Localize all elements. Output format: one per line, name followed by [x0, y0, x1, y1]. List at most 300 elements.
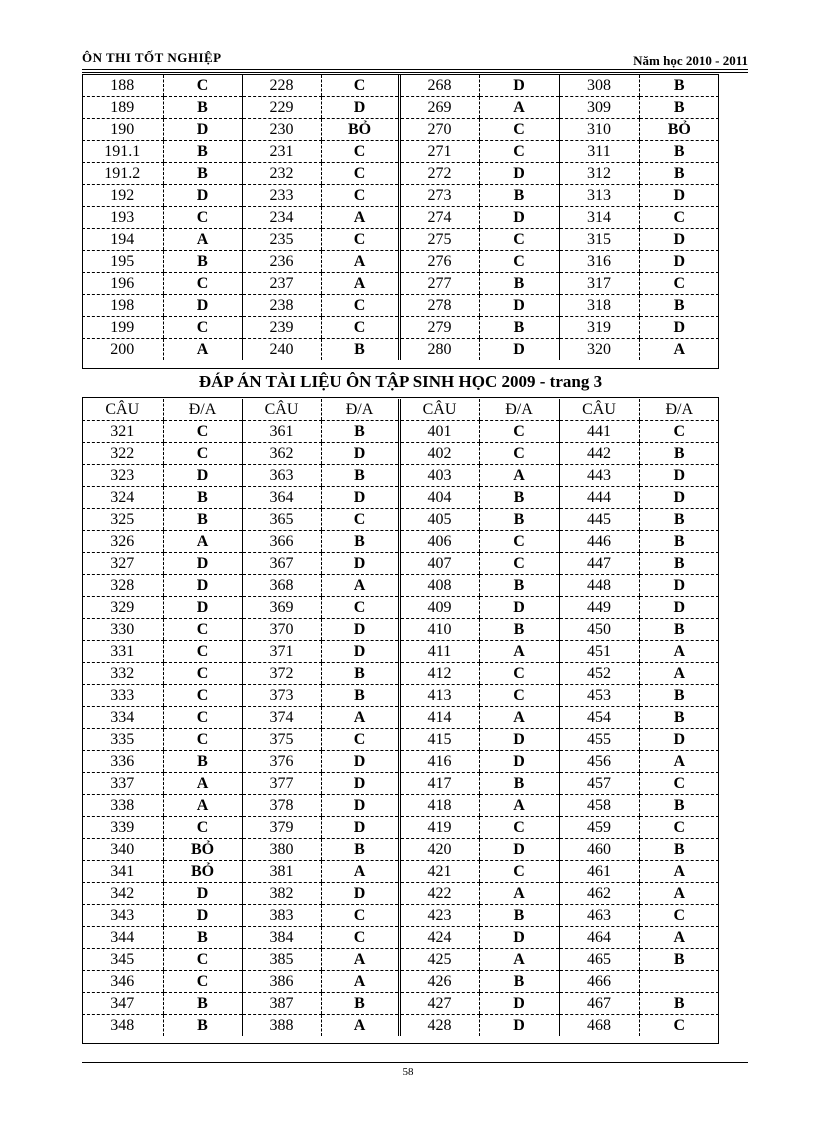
- footer-rule: [82, 1062, 748, 1063]
- answer-cell: D: [639, 317, 719, 339]
- question-number: 466: [559, 971, 639, 993]
- header-school-year: Năm học 2010 - 2011: [633, 53, 748, 68]
- answer-cell: B: [321, 465, 399, 487]
- question-number: 369: [242, 597, 321, 619]
- answer-cell: C: [163, 949, 242, 971]
- answer-cell: D: [321, 795, 399, 817]
- answer-cell: B: [479, 509, 559, 531]
- answer-cell: D: [321, 883, 399, 905]
- page-number: 58: [402, 1066, 414, 1078]
- header-title: ÔN THI TỐT NGHIỆP: [82, 50, 222, 65]
- answer-cell: B: [163, 509, 242, 531]
- question-number: 228: [242, 75, 321, 97]
- question-number: 199: [82, 317, 163, 339]
- question-number: 240: [242, 339, 321, 361]
- answer-cell: B: [639, 509, 719, 531]
- table-row: [82, 707, 719, 729]
- answer-cell: A: [479, 795, 559, 817]
- question-number: 427: [399, 993, 479, 1015]
- table-row: [82, 795, 719, 817]
- question-number: 229: [242, 97, 321, 119]
- question-number: 408: [399, 575, 479, 597]
- question-number: 238: [242, 295, 321, 317]
- question-number: 324: [82, 487, 163, 509]
- answer-cell: B: [639, 97, 719, 119]
- answer-cell: B: [163, 97, 242, 119]
- question-number: 419: [399, 817, 479, 839]
- answer-cell: B: [479, 575, 559, 597]
- question-number: 191.1: [82, 141, 163, 163]
- question-number: 191.2: [82, 163, 163, 185]
- question-number: 451: [559, 641, 639, 663]
- question-number: 337: [82, 773, 163, 795]
- table-row: [82, 141, 719, 163]
- answer-cell: A: [321, 1015, 399, 1037]
- answer-cell: C: [163, 75, 242, 97]
- table-row: [82, 729, 719, 751]
- question-number: 449: [559, 597, 639, 619]
- answer-cell: C: [163, 207, 242, 229]
- answer-cell: BỎ: [163, 861, 242, 883]
- question-number: 464: [559, 927, 639, 949]
- table-row: [82, 1015, 719, 1037]
- question-number: 407: [399, 553, 479, 575]
- question-number: 446: [559, 531, 639, 553]
- answer-cell: D: [163, 295, 242, 317]
- table-row: [82, 575, 719, 597]
- answer-cell: D: [479, 163, 559, 185]
- question-number: 321: [82, 421, 163, 443]
- answer-cell: D: [163, 575, 242, 597]
- header-cau: CÂU: [242, 399, 321, 421]
- answer-cell: C: [321, 317, 399, 339]
- question-number: 442: [559, 443, 639, 465]
- table-header-row: [82, 399, 719, 421]
- question-number: 311: [559, 141, 639, 163]
- question-number: 459: [559, 817, 639, 839]
- answer-cell: A: [639, 927, 719, 949]
- answer-cell: A: [479, 641, 559, 663]
- answer-cell: B: [321, 839, 399, 861]
- answer-cell: B: [479, 619, 559, 641]
- question-number: 418: [399, 795, 479, 817]
- table-row: [82, 663, 719, 685]
- header-rule-second: [82, 72, 748, 73]
- answer-cell: C: [639, 817, 719, 839]
- answer-cell: D: [321, 619, 399, 641]
- question-number: 343: [82, 905, 163, 927]
- table-row: [82, 509, 719, 531]
- header-answer: Đ/A: [163, 399, 242, 421]
- table-row: [82, 185, 719, 207]
- answer-cell: A: [321, 251, 399, 273]
- answer-cell: C: [479, 443, 559, 465]
- question-number: 372: [242, 663, 321, 685]
- answer-cell: A: [321, 971, 399, 993]
- question-number: 338: [82, 795, 163, 817]
- answer-cell: C: [163, 971, 242, 993]
- answer-cell: D: [163, 883, 242, 905]
- answer-cell: C: [321, 163, 399, 185]
- question-number: 444: [559, 487, 639, 509]
- answer-cell: D: [479, 1015, 559, 1037]
- answer-cell: C: [321, 75, 399, 97]
- question-number: 383: [242, 905, 321, 927]
- question-number: 333: [82, 685, 163, 707]
- answer-cell: A: [639, 883, 719, 905]
- question-number: 384: [242, 927, 321, 949]
- answer-cell: A: [163, 773, 242, 795]
- answer-cell: B: [639, 685, 719, 707]
- answer-cell: C: [479, 119, 559, 141]
- answer-cell: C: [479, 663, 559, 685]
- answer-cell: A: [321, 707, 399, 729]
- answer-cell: C: [321, 141, 399, 163]
- question-number: 428: [399, 1015, 479, 1037]
- table-row: [82, 339, 719, 361]
- header-cau: CÂU: [399, 399, 479, 421]
- answer-cell: A: [321, 273, 399, 295]
- question-number: 275: [399, 229, 479, 251]
- answer-cell: C: [639, 207, 719, 229]
- answer-cell: D: [163, 119, 242, 141]
- table-row: [82, 487, 719, 509]
- question-number: 462: [559, 883, 639, 905]
- question-number: 412: [399, 663, 479, 685]
- question-number: 346: [82, 971, 163, 993]
- answer-cell: B: [321, 663, 399, 685]
- answer-cell: B: [639, 795, 719, 817]
- question-number: 278: [399, 295, 479, 317]
- answer-cell: C: [639, 273, 719, 295]
- answer-cell: C: [321, 229, 399, 251]
- answer-cell: B: [479, 317, 559, 339]
- answer-cell: B: [321, 531, 399, 553]
- answer-cell: C: [639, 421, 719, 443]
- answer-cell: A: [321, 861, 399, 883]
- question-number: 386: [242, 971, 321, 993]
- answer-cell: A: [163, 795, 242, 817]
- question-number: 341: [82, 861, 163, 883]
- answer-cell: BỎ: [639, 119, 719, 141]
- question-number: 417: [399, 773, 479, 795]
- table-row: [82, 163, 719, 185]
- answer-cell: B: [163, 1015, 242, 1037]
- question-number: 415: [399, 729, 479, 751]
- answer-cell: C: [321, 509, 399, 531]
- answer-cell: A: [639, 861, 719, 883]
- question-number: 362: [242, 443, 321, 465]
- question-number: 345: [82, 949, 163, 971]
- table-row: [82, 207, 719, 229]
- question-number: 231: [242, 141, 321, 163]
- answer-cell: D: [639, 487, 719, 509]
- question-number: 423: [399, 905, 479, 927]
- question-number: 272: [399, 163, 479, 185]
- question-number: 410: [399, 619, 479, 641]
- question-number: 273: [399, 185, 479, 207]
- answer-cell: B: [479, 185, 559, 207]
- table-row: [82, 443, 719, 465]
- answer-cell: C: [163, 273, 242, 295]
- question-number: 336: [82, 751, 163, 773]
- answer-cell: C: [163, 317, 242, 339]
- answer-cell: B: [163, 751, 242, 773]
- question-number: 453: [559, 685, 639, 707]
- answer-cell: C: [639, 1015, 719, 1037]
- question-number: 280: [399, 339, 479, 361]
- question-number: 192: [82, 185, 163, 207]
- table-row: [82, 619, 719, 641]
- answer-cell: C: [639, 905, 719, 927]
- answer-cell: D: [321, 97, 399, 119]
- question-number: 196: [82, 273, 163, 295]
- question-number: 239: [242, 317, 321, 339]
- question-number: 236: [242, 251, 321, 273]
- question-number: 198: [82, 295, 163, 317]
- answer-cell: B: [163, 141, 242, 163]
- question-number: 445: [559, 509, 639, 531]
- answer-cell: D: [479, 993, 559, 1015]
- question-number: 274: [399, 207, 479, 229]
- question-number: 193: [82, 207, 163, 229]
- answer-cell: A: [321, 575, 399, 597]
- answer-cell: C: [479, 421, 559, 443]
- answer-cell: B: [479, 971, 559, 993]
- question-number: 269: [399, 97, 479, 119]
- answer-cell: B: [639, 619, 719, 641]
- table-row: [82, 905, 719, 927]
- answer-cell: A: [163, 229, 242, 251]
- answer-cell: C: [321, 927, 399, 949]
- question-number: 190: [82, 119, 163, 141]
- answer-cell: C: [163, 421, 242, 443]
- answer-cell: D: [639, 185, 719, 207]
- question-number: 468: [559, 1015, 639, 1037]
- answer-cell: C: [163, 817, 242, 839]
- question-number: 425: [399, 949, 479, 971]
- question-number: 414: [399, 707, 479, 729]
- question-number: 388: [242, 1015, 321, 1037]
- answer-cell: A: [321, 949, 399, 971]
- question-number: 377: [242, 773, 321, 795]
- question-number: 309: [559, 97, 639, 119]
- question-number: 382: [242, 883, 321, 905]
- answer-cell: C: [479, 685, 559, 707]
- answer-cell: BỎ: [163, 839, 242, 861]
- answer-table-2: [82, 399, 719, 1036]
- question-number: 194: [82, 229, 163, 251]
- question-number: 347: [82, 993, 163, 1015]
- header-cau: CÂU: [82, 399, 163, 421]
- question-number: 443: [559, 465, 639, 487]
- answer-cell: D: [321, 817, 399, 839]
- question-number: 271: [399, 141, 479, 163]
- answer-cell: B: [321, 993, 399, 1015]
- answer-cell: A: [163, 531, 242, 553]
- question-number: 463: [559, 905, 639, 927]
- question-number: 277: [399, 273, 479, 295]
- question-number: 421: [399, 861, 479, 883]
- table-row: [82, 751, 719, 773]
- table-row: [82, 949, 719, 971]
- question-number: 467: [559, 993, 639, 1015]
- answer-cell: B: [639, 295, 719, 317]
- question-number: 447: [559, 553, 639, 575]
- question-number: 326: [82, 531, 163, 553]
- question-number: 327: [82, 553, 163, 575]
- question-number: 232: [242, 163, 321, 185]
- question-number: 270: [399, 119, 479, 141]
- table-row: [82, 839, 719, 861]
- question-number: 405: [399, 509, 479, 531]
- header-answer: Đ/A: [321, 399, 399, 421]
- answer-cell: D: [321, 487, 399, 509]
- table-row: [82, 773, 719, 795]
- answer-cell: A: [479, 97, 559, 119]
- answer-cell: C: [321, 905, 399, 927]
- question-number: 310: [559, 119, 639, 141]
- answer-cell: A: [479, 707, 559, 729]
- answer-cell: A: [639, 339, 719, 361]
- question-number: 364: [242, 487, 321, 509]
- question-number: 348: [110, 1017, 135, 1034]
- question-number: 374: [242, 707, 321, 729]
- answer-cell: C: [163, 685, 242, 707]
- answer-cell: D: [639, 729, 719, 751]
- answer-cell: D: [639, 575, 719, 597]
- answer-cell: C: [163, 641, 242, 663]
- question-number: 235: [242, 229, 321, 251]
- question-number: 234: [242, 207, 321, 229]
- question-number: 367: [242, 553, 321, 575]
- answer-cell: B: [639, 707, 719, 729]
- answer-cell: A: [163, 339, 242, 361]
- question-number: 314: [559, 207, 639, 229]
- question-number: 381: [242, 861, 321, 883]
- question-number: 411: [399, 641, 479, 663]
- question-number: 342: [82, 883, 163, 905]
- table-row: [82, 251, 719, 273]
- question-number: 452: [559, 663, 639, 685]
- table-row: [82, 119, 719, 141]
- answer-cell: C: [163, 443, 242, 465]
- question-number: 450: [559, 619, 639, 641]
- table-row: [82, 553, 719, 575]
- table-row: [82, 883, 719, 905]
- question-number: 340: [82, 839, 163, 861]
- answer-cell: B: [479, 487, 559, 509]
- answer-cell: D: [163, 185, 242, 207]
- question-number: 380: [242, 839, 321, 861]
- question-number: 379: [242, 817, 321, 839]
- question-number: 420: [399, 839, 479, 861]
- question-number: 317: [559, 273, 639, 295]
- answer-cell: D: [639, 597, 719, 619]
- question-number: 366: [242, 531, 321, 553]
- table-row: [82, 971, 719, 993]
- question-number: 371: [242, 641, 321, 663]
- question-number: 361: [242, 421, 321, 443]
- question-number: 365: [242, 509, 321, 531]
- answer-cell: B: [479, 773, 559, 795]
- answer-cell: D: [639, 229, 719, 251]
- question-number: 454: [559, 707, 639, 729]
- answer-cell: C: [163, 729, 242, 751]
- answer-cell: B: [639, 993, 719, 1015]
- header-answer: Đ/A: [639, 399, 719, 421]
- answer-cell: B: [479, 273, 559, 295]
- question-number: 323: [82, 465, 163, 487]
- table-row: [82, 317, 719, 339]
- question-number: 308: [559, 75, 639, 97]
- answer-cell: D: [163, 553, 242, 575]
- question-number: 233: [242, 185, 321, 207]
- table-row: [82, 817, 719, 839]
- answer-cell: C: [321, 597, 399, 619]
- question-number: 334: [82, 707, 163, 729]
- table-row: [82, 229, 719, 251]
- answer-cell: C: [321, 185, 399, 207]
- answer-cell: B: [163, 993, 242, 1015]
- question-number: 456: [559, 751, 639, 773]
- answer-cell: D: [321, 641, 399, 663]
- answer-cell: C: [479, 229, 559, 251]
- question-number: 268: [399, 75, 479, 97]
- question-number: 328: [82, 575, 163, 597]
- table-row: [82, 273, 719, 295]
- answer-cell: B: [479, 905, 559, 927]
- question-number: 375: [242, 729, 321, 751]
- question-number: 276: [399, 251, 479, 273]
- answer-cell: D: [479, 207, 559, 229]
- answer-cell: C: [479, 861, 559, 883]
- answer-cell: A: [479, 465, 559, 487]
- answer-cell: C: [321, 729, 399, 751]
- table-row: [82, 861, 719, 883]
- answer-cell: B: [163, 487, 242, 509]
- question-number: 409: [399, 597, 479, 619]
- answer-cell: D: [639, 251, 719, 273]
- table-row: [82, 295, 719, 317]
- answer-cell: B: [163, 927, 242, 949]
- answer-cell: B: [321, 421, 399, 443]
- answer-cell: B: [639, 163, 719, 185]
- header-cau: CÂU: [559, 399, 639, 421]
- question-number: 387: [242, 993, 321, 1015]
- question-number: 329: [82, 597, 163, 619]
- question-number: 402: [399, 443, 479, 465]
- table-row: [82, 597, 719, 619]
- answer-cell: B: [163, 163, 242, 185]
- header-rule: [82, 69, 748, 70]
- question-number: 195: [82, 251, 163, 273]
- question-number: 363: [242, 465, 321, 487]
- header-answer: Đ/A: [479, 399, 559, 421]
- question-number: 404: [399, 487, 479, 509]
- question-number: 200: [110, 341, 135, 358]
- question-number: 330: [82, 619, 163, 641]
- question-number: 332: [82, 663, 163, 685]
- question-number: 461: [559, 861, 639, 883]
- answer-cell: A: [639, 641, 719, 663]
- table-row: [82, 97, 719, 119]
- answer-cell: A: [479, 883, 559, 905]
- question-number: 279: [399, 317, 479, 339]
- answer-cell: D: [479, 729, 559, 751]
- answer-cell: A: [639, 751, 719, 773]
- answer-cell: D: [163, 597, 242, 619]
